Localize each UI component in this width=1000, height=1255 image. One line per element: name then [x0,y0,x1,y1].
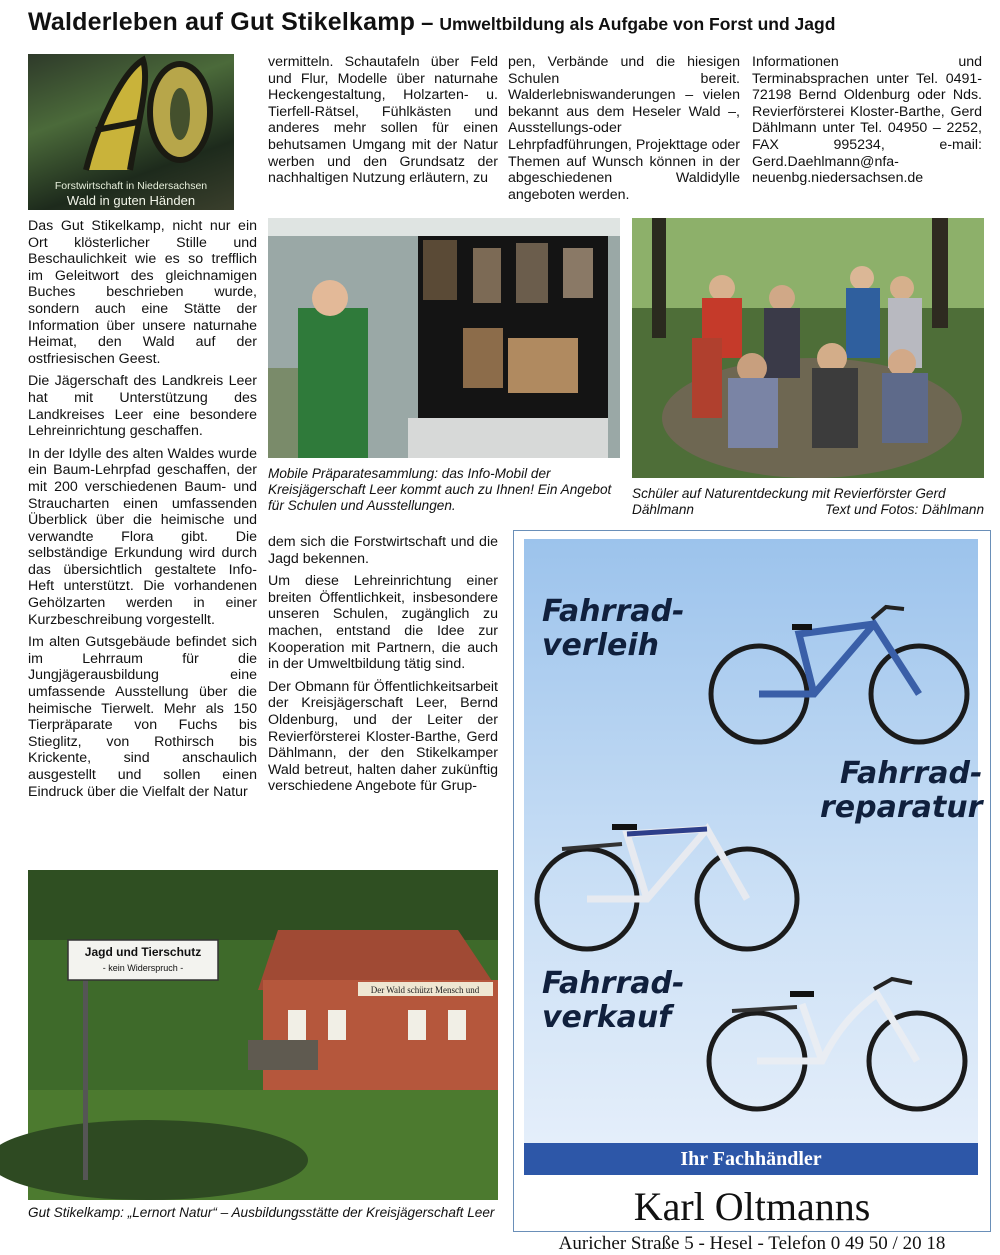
sign-line2: - kein Widerspruch - [102,963,184,973]
ad-repair [820,757,982,825]
logo-line1: Forstwirtschaft in Niedersachsen [54,180,208,192]
gut-stikelkamp-illustration [28,870,498,1200]
bike-icon [704,579,974,749]
ad-repair-line2: reparatur [820,790,983,825]
col1-paragraph-3: In der Idylle des alten Waldes wurde ein Baum-Lehrpfad geschaffen, der mit 200 verschiedenen Baum- und Straucharten einen umfassenden Überblick über die heimische und verwandte Flora gibt. Die selbständige Erkundung wird durch das übersichtlich gestaltete Info-Heft unterstützt. Die vorhandenen Gehölzarten werden in einer Kurzbeschreibung vorgestellt. [28,445,257,628]
column-3-top [508,54,740,209]
ad-brand-name: Karl Oltmanns [633,1184,871,1229]
headline-dash: – [421,10,434,35]
bicycle-advertisement [513,530,991,1254]
col2-paragraph-2: Um diese Lehreinrichtung einer breiten Öffentlichkeit, insbesondere unseren Schulen, zugänglich zu machen, entstand die Idee zur Kooperation mit Partnern, die auch in der Umweltbildung tätig sind. [268,573,498,673]
headline-title: Walderleben auf Gut Stikelkamp [28,8,416,36]
col1-paragraph-1: Das Gut Stikelkamp, nicht nur ein Ort klösterlicher Stille und Beschaulichkeit wie es so trefflich im Geleitwort des gleichnamigen Buches beschrieben wurde, sondern auch eine Stätte der Information über unsere naturnahe Heimat, den Wald auf der ostfriesischen Geest. [28,218,257,367]
pupils-illustration [632,218,984,478]
forest-logo [28,54,234,210]
ad-dealer-bar: Ihr Fachhändler [524,1143,978,1175]
photo-credit: Text und Fotos: Dählmann [825,502,984,518]
headline-subtitle: Umweltbildung als Aufgabe von Forst und Jagd [439,14,836,34]
pupils-caption [632,486,984,519]
ad-panel [524,539,983,1143]
col2-top-text: vermitteln. Schautafeln über Feld und Flur, Modelle über naturnahe Heckengestaltung, Holzarten- u. Tierfell-Rätsel, Fühlkästen und anderes mehr sollen für einen behutsamen Umgang mit der Natur werben und den Grundsatz der nachhaltigen Nutzung erläutern, zu [268,54,498,187]
column-2-top [268,54,498,193]
bike-icon [532,789,802,959]
bike-icon [702,949,972,1119]
column-1 [28,218,257,806]
col1-paragraph-4: Im alten Gutsgebäude befindet sich im Lehrraum für die Jungjägerausbildung eine umfassende Ausstellung über die heimische Tierwelt. Mehr als 150 Tierpräparate von Fuchs bis Stieglitz, von Rothirsch bis Krickente, sind anschaulich ausgestellt und sollen einen Eindruck über die Vielfalt der Natur [28,634,257,800]
headline [28,8,988,42]
ad-rental-line2: verleih [542,628,659,663]
ad-address: Auricher Straße 5 - Hesel - Telefon 0 49 50 / 20 18 [558,1233,946,1254]
ad-rental [542,595,684,663]
gut-stikelkamp-photo [28,870,498,1200]
info-mobile-illustration [268,218,620,458]
building-banner: Der Wald schützt Mensch und [370,985,480,995]
ad-sale [542,967,684,1035]
ad-repair-line1: Fahrrad- [839,756,983,791]
column-2-lower [268,534,498,801]
mobile-caption: Mobile Präparatesammlung: das Info-Mobil der Kreisjägerschaft Leer kommt auch zu Ihnen! Ein Angebot für Schulen und Ausstellungen. [268,466,612,514]
pupils-photo [632,218,984,478]
col2-paragraph-3: Der Obmann für Öffentlichkeitsarbeit der Kreisjägerschaft Leer, Bernd Oldenburg, und der Leiter der Revierförsterei Kloster-Barthe, Gerd Dählmann, der den Stikelkamper Wald betreut, halten daher zukünftig verschiedene Angebote für Grup- [268,678,498,795]
col3-text: pen, Verbände und die hiesigen Schulen bereit. Walderlebniswanderungen – vielen bekannt aus dem Heseler Wald –, Ausstellungs-oder Lehrpfadführungen, Projekttage oder Themen auf Wunsch können in der abgeschiedenen Waldidylle angeboten werden. [508,54,740,203]
ad-sale-line2: verkauf [542,1000,672,1035]
pupils-caption-text: Schüler auf Naturentdeckung mit Revierförster Gerd Dählmann [632,486,946,518]
col2-paragraph-1: dem sich die Forstwirtschaft und die Jagd bekennen. [268,534,498,567]
sign-line1: Jagd und Tierschutz [84,945,202,959]
col1-paragraph-2: Die Jägerschaft des Landkreis Leer hat mit Unterstützung des Landkreises Leer eine besondere Lehreinrichtung geschaffen. [28,373,257,440]
ad-sale-line1: Fahrrad- [542,966,685,1001]
col4-text: Informationen und Terminabsprachen unter Tel. 0491-72198 Bernd Oldenburg oder Nds. Revierförsterei Kloster-Barthe, Gerd Dählmann unter Tel. 04950 – 2252, FAX 995234, e-mail: Gerd.Daehlmann@nfa-neuenbg.niedersachsen.de [752,54,982,187]
column-4-top [752,54,982,193]
leaf-logo-icon [68,52,218,177]
logo-line2: Wald in guten Händen [66,193,196,208]
gut-caption: Gut Stikelkamp: „Lernort Natur“ – Ausbildungsstätte der Kreisjägerschaft Leer [28,1205,495,1220]
ad-rental-line1: Fahrrad- [542,594,685,629]
info-mobile-photo [268,218,620,458]
